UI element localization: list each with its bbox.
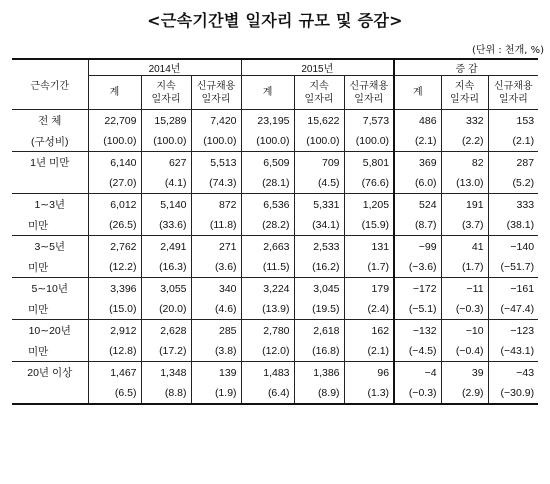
table-row bbox=[12, 152, 538, 174]
share-cell: (1.3) bbox=[344, 384, 394, 404]
share-cell: (−0.4) bbox=[441, 342, 488, 362]
table-title: <근속기간별 일자리 규모 및 증감> bbox=[147, 11, 403, 30]
value-cell: 82 bbox=[441, 152, 488, 174]
unit-label: (단위 : 천개, %) bbox=[471, 45, 544, 56]
value-cell: 2,628 bbox=[141, 320, 191, 342]
share-cell: (15.0) bbox=[88, 300, 141, 320]
header-group-2014: 2014년 bbox=[88, 59, 241, 76]
value-cell: 3,224 bbox=[241, 278, 294, 300]
row-sublabel bbox=[12, 174, 88, 194]
value-cell: −132 bbox=[394, 320, 441, 342]
share-cell: (6.5) bbox=[88, 384, 141, 404]
value-cell: 2,762 bbox=[88, 236, 141, 258]
value-cell: 5,513 bbox=[191, 152, 241, 174]
row-sublabel bbox=[12, 384, 88, 404]
share-cell: (16.2) bbox=[294, 258, 344, 278]
share-cell: (28.1) bbox=[241, 174, 294, 194]
share-cell: (4.1) bbox=[141, 174, 191, 194]
value-cell: 369 bbox=[394, 152, 441, 174]
share-cell: (−3.6) bbox=[394, 258, 441, 278]
share-cell: (34.1) bbox=[294, 216, 344, 236]
value-cell: 3,396 bbox=[88, 278, 141, 300]
share-cell: (2.1) bbox=[394, 132, 441, 152]
share-cell: (28.2) bbox=[241, 216, 294, 236]
share-cell: (5.2) bbox=[488, 174, 538, 194]
value-cell: 22,709 bbox=[88, 110, 141, 132]
value-cell: 2,491 bbox=[141, 236, 191, 258]
share-cell: (16.3) bbox=[141, 258, 191, 278]
table-row-share bbox=[12, 258, 538, 278]
value-cell: 179 bbox=[344, 278, 394, 300]
row-sublabel: 미만 bbox=[12, 342, 88, 362]
share-cell: (6.4) bbox=[241, 384, 294, 404]
value-cell: 3,055 bbox=[141, 278, 191, 300]
header-group-2015: 2015년 bbox=[241, 59, 394, 76]
value-cell: 15,622 bbox=[294, 110, 344, 132]
value-cell: 153 bbox=[488, 110, 538, 132]
row-label: 전 체 bbox=[12, 110, 88, 132]
value-cell: 41 bbox=[441, 236, 488, 258]
value-cell: 2,618 bbox=[294, 320, 344, 342]
value-cell: 5,801 bbox=[344, 152, 394, 174]
stats-table bbox=[12, 58, 538, 405]
value-cell: 6,012 bbox=[88, 194, 141, 216]
value-cell: 287 bbox=[488, 152, 538, 174]
share-cell: (19.5) bbox=[294, 300, 344, 320]
share-cell: (2.1) bbox=[344, 342, 394, 362]
share-cell: (1.7) bbox=[441, 258, 488, 278]
value-cell: −172 bbox=[394, 278, 441, 300]
value-cell: 340 bbox=[191, 278, 241, 300]
share-cell: (100.0) bbox=[141, 132, 191, 152]
share-cell: (11.5) bbox=[241, 258, 294, 278]
value-cell: 332 bbox=[441, 110, 488, 132]
value-cell: −10 bbox=[441, 320, 488, 342]
subheader-cell: 지속 일자리 bbox=[294, 76, 344, 110]
table-row bbox=[12, 320, 538, 342]
header-group-change: 증 감 bbox=[394, 59, 538, 76]
value-cell: −140 bbox=[488, 236, 538, 258]
value-cell: 6,140 bbox=[88, 152, 141, 174]
share-cell: (2.2) bbox=[441, 132, 488, 152]
row-sublabel: 미만 bbox=[12, 216, 88, 236]
subheader-cell: 신규채용 일자리 bbox=[488, 76, 538, 110]
share-cell: (17.2) bbox=[141, 342, 191, 362]
value-cell: −123 bbox=[488, 320, 538, 342]
value-cell: 872 bbox=[191, 194, 241, 216]
share-cell: (−4.5) bbox=[394, 342, 441, 362]
value-cell: −11 bbox=[441, 278, 488, 300]
row-label: 1∼3년 bbox=[12, 194, 88, 216]
value-cell: 486 bbox=[394, 110, 441, 132]
share-cell: (3.6) bbox=[191, 258, 241, 278]
value-cell: 23,195 bbox=[241, 110, 294, 132]
share-cell: (1.7) bbox=[344, 258, 394, 278]
share-cell: (4.6) bbox=[191, 300, 241, 320]
share-cell: (13.9) bbox=[241, 300, 294, 320]
share-cell: (−0.3) bbox=[441, 300, 488, 320]
share-cell: (2.9) bbox=[441, 384, 488, 404]
value-cell: 524 bbox=[394, 194, 441, 216]
share-cell: (100.0) bbox=[88, 132, 141, 152]
share-cell: (12.8) bbox=[88, 342, 141, 362]
share-cell: (100.0) bbox=[294, 132, 344, 152]
share-cell: (100.0) bbox=[241, 132, 294, 152]
value-cell: 5,331 bbox=[294, 194, 344, 216]
table-row bbox=[12, 362, 538, 384]
value-cell: 2,912 bbox=[88, 320, 141, 342]
share-cell: (74.3) bbox=[191, 174, 241, 194]
table-row-share bbox=[12, 174, 538, 194]
share-cell: (3.8) bbox=[191, 342, 241, 362]
value-cell: 1,386 bbox=[294, 362, 344, 384]
share-cell: (2.4) bbox=[344, 300, 394, 320]
value-cell: −4 bbox=[394, 362, 441, 384]
share-cell: (20.0) bbox=[141, 300, 191, 320]
share-cell: (11.8) bbox=[191, 216, 241, 236]
table-row-share bbox=[12, 216, 538, 236]
table-row bbox=[12, 236, 538, 258]
table-row bbox=[12, 110, 538, 132]
share-cell: (1.9) bbox=[191, 384, 241, 404]
row-sublabel: 미만 bbox=[12, 258, 88, 278]
subheader-cell: 지속 일자리 bbox=[441, 76, 488, 110]
value-cell: 627 bbox=[141, 152, 191, 174]
row-sublabel: 미만 bbox=[12, 300, 88, 320]
share-cell: (12.2) bbox=[88, 258, 141, 278]
subheader-cell: 계 bbox=[88, 76, 141, 110]
subheader-cell: 신규채용 일자리 bbox=[191, 76, 241, 110]
subheader-cell: 계 bbox=[394, 76, 441, 110]
share-cell: (8.8) bbox=[141, 384, 191, 404]
value-cell: 1,205 bbox=[344, 194, 394, 216]
share-cell: (−5.1) bbox=[394, 300, 441, 320]
share-cell: (−0.3) bbox=[394, 384, 441, 404]
value-cell: 7,573 bbox=[344, 110, 394, 132]
table-row-share bbox=[12, 342, 538, 362]
header-rowlabel: 근속기간 bbox=[12, 59, 88, 110]
value-cell: 709 bbox=[294, 152, 344, 174]
share-cell: (8.9) bbox=[294, 384, 344, 404]
value-cell: 6,536 bbox=[241, 194, 294, 216]
value-cell: 285 bbox=[191, 320, 241, 342]
share-cell: (100.0) bbox=[191, 132, 241, 152]
value-cell: 131 bbox=[344, 236, 394, 258]
value-cell: 162 bbox=[344, 320, 394, 342]
value-cell: 1,483 bbox=[241, 362, 294, 384]
value-cell: 7,420 bbox=[191, 110, 241, 132]
share-cell: (6.0) bbox=[394, 174, 441, 194]
share-cell: (−30.9) bbox=[488, 384, 538, 404]
subheader-cell: 신규채용 일자리 bbox=[344, 76, 394, 110]
value-cell: 333 bbox=[488, 194, 538, 216]
value-cell: 6,509 bbox=[241, 152, 294, 174]
table-row-share bbox=[12, 132, 538, 152]
value-cell: 39 bbox=[441, 362, 488, 384]
share-cell: (16.8) bbox=[294, 342, 344, 362]
value-cell: 5,140 bbox=[141, 194, 191, 216]
value-cell: 15,289 bbox=[141, 110, 191, 132]
share-cell: (13.0) bbox=[441, 174, 488, 194]
table-row-share bbox=[12, 384, 538, 404]
table-row bbox=[12, 194, 538, 216]
value-cell: 2,533 bbox=[294, 236, 344, 258]
share-cell: (8.7) bbox=[394, 216, 441, 236]
share-cell: (76.6) bbox=[344, 174, 394, 194]
row-label: 5∼10년 bbox=[12, 278, 88, 300]
row-sublabel: (구성비) bbox=[12, 132, 88, 152]
value-cell: 2,780 bbox=[241, 320, 294, 342]
share-cell: (12.0) bbox=[241, 342, 294, 362]
share-cell: (−47.4) bbox=[488, 300, 538, 320]
share-cell: (2.1) bbox=[488, 132, 538, 152]
row-label: 10∼20년 bbox=[12, 320, 88, 342]
value-cell: 3,045 bbox=[294, 278, 344, 300]
subheader-cell: 지속 일자리 bbox=[141, 76, 191, 110]
share-cell: (100.0) bbox=[344, 132, 394, 152]
value-cell: 1,467 bbox=[88, 362, 141, 384]
value-cell: −99 bbox=[394, 236, 441, 258]
share-cell: (27.0) bbox=[88, 174, 141, 194]
row-label: 20년 이상 bbox=[12, 362, 88, 384]
row-label: 1년 미만 bbox=[12, 152, 88, 174]
table-row-share bbox=[12, 300, 538, 320]
row-label: 3∼5년 bbox=[12, 236, 88, 258]
value-cell: 271 bbox=[191, 236, 241, 258]
value-cell: −161 bbox=[488, 278, 538, 300]
subheader-cell: 계 bbox=[241, 76, 294, 110]
value-cell: 191 bbox=[441, 194, 488, 216]
table-row bbox=[12, 278, 538, 300]
share-cell: (−43.1) bbox=[488, 342, 538, 362]
share-cell: (15.9) bbox=[344, 216, 394, 236]
value-cell: 96 bbox=[344, 362, 394, 384]
value-cell: 139 bbox=[191, 362, 241, 384]
share-cell: (−51.7) bbox=[488, 258, 538, 278]
share-cell: (4.5) bbox=[294, 174, 344, 194]
share-cell: (38.1) bbox=[488, 216, 538, 236]
share-cell: (3.7) bbox=[441, 216, 488, 236]
value-cell: −43 bbox=[488, 362, 538, 384]
share-cell: (26.5) bbox=[88, 216, 141, 236]
value-cell: 2,663 bbox=[241, 236, 294, 258]
share-cell: (33.6) bbox=[141, 216, 191, 236]
value-cell: 1,348 bbox=[141, 362, 191, 384]
